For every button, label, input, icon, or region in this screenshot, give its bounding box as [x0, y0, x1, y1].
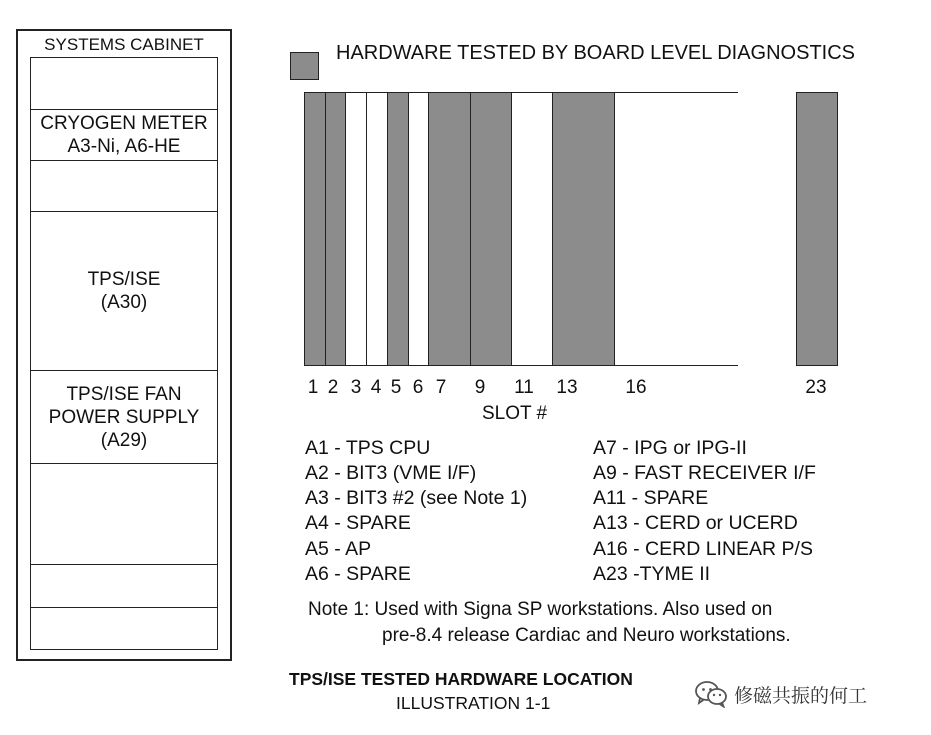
cabinet-section-line: (A29) — [100, 429, 148, 451]
slot-tick-label: 23 — [805, 377, 827, 398]
cabinet-section-empty — [31, 160, 217, 211]
cabinet-section-line: TPS/ISE FAN — [66, 383, 182, 405]
slot-5 — [388, 93, 409, 365]
slot-tick-label: 6 — [412, 377, 424, 398]
slot-7 — [429, 93, 471, 365]
slot-tick-label: 1 — [307, 377, 319, 398]
footnote-line: Note 1: Used with Signa SP workstations. Also used on — [308, 599, 773, 620]
cabinet-title: SYSTEMS CABINET — [44, 35, 204, 54]
cabinet-section-empty — [31, 607, 217, 651]
slot-tick-label: 4 — [370, 377, 382, 398]
slot-2 — [326, 93, 346, 365]
cabinet-section-tps-ise — [31, 211, 217, 370]
slot-4 — [367, 93, 388, 365]
assignment-item: A5 - AP — [305, 538, 372, 560]
cabinet-section-empty — [31, 58, 217, 109]
slot-tick-label: 5 — [390, 377, 402, 398]
slot-23 — [796, 92, 838, 366]
legend-label: HARDWARE TESTED BY BOARD LEVEL DIAGNOSTICS — [336, 42, 856, 64]
slot-1 — [305, 93, 326, 365]
slot-tick-label: 16 — [625, 377, 647, 398]
slot-tick-label: 13 — [556, 377, 578, 398]
cabinet-section-line: CRYOGEN METER — [40, 113, 208, 134]
assignment-item: A4 - SPARE — [305, 512, 411, 534]
slot-tick-label: 2 — [327, 377, 339, 398]
watermark — [694, 680, 867, 708]
assignment-item: A7 - IPG or IPG-II — [593, 437, 747, 459]
cabinet-section-cryogen-meter — [31, 109, 217, 160]
figure-title: TPS/ISE TESTED HARDWARE LOCATION — [289, 669, 633, 689]
assignment-item: A6 - SPARE — [305, 563, 411, 585]
slot-16 — [615, 93, 739, 365]
slot-tick-label: 7 — [435, 377, 447, 398]
slot-rack — [304, 92, 738, 366]
assignment-item: A3 - BIT3 #2 (see Note 1) — [305, 487, 528, 509]
cabinet-section-line: (A30) — [100, 292, 148, 313]
footnote-line: pre-8.4 release Cardiac and Neuro workstations. — [382, 625, 791, 646]
systems-cabinet — [16, 29, 232, 661]
cabinet-section-empty — [31, 463, 217, 564]
slot-9 — [471, 93, 512, 365]
assignment-item: A2 - BIT3 (VME I/F) — [305, 462, 477, 484]
slot-6 — [409, 93, 429, 365]
assignment-item: A13 - CERD or UCERD — [593, 512, 798, 534]
slot-tick-label: 3 — [350, 377, 362, 398]
slot-axis-label: SLOT # — [482, 403, 548, 424]
slot-tick-label: 9 — [474, 377, 486, 398]
assignment-item: A9 - FAST RECEIVER I/F — [593, 462, 816, 484]
cabinet-section-line: A3-Ni, A6-HE — [67, 136, 181, 157]
cabinet-section-fan-power-supply — [31, 370, 217, 463]
slot-13 — [553, 93, 615, 365]
assignment-item: A11 - SPARE — [593, 487, 709, 509]
cabinet-rack — [30, 57, 218, 650]
assignment-item: A23 -TYME II — [593, 563, 711, 585]
cabinet-section-line: TPS/ISE — [87, 269, 161, 290]
figure-number: ILLUSTRATION 1-1 — [396, 693, 551, 713]
footnote — [308, 597, 791, 649]
watermark-text: 修磁共振的何工 — [734, 685, 868, 707]
assignment-item: A16 - CERD LINEAR P/S — [593, 538, 813, 560]
wechat-icon — [694, 680, 728, 708]
slot-tick-label: 11 — [514, 377, 534, 398]
slot-11 — [512, 93, 553, 365]
assignment-item: A1 - TPS CPU — [305, 437, 431, 459]
cabinet-section-empty — [31, 564, 217, 607]
legend-tested-swatch — [290, 52, 319, 80]
cabinet-section-line: POWER SUPPLY — [48, 406, 200, 428]
slot-3 — [346, 93, 367, 365]
